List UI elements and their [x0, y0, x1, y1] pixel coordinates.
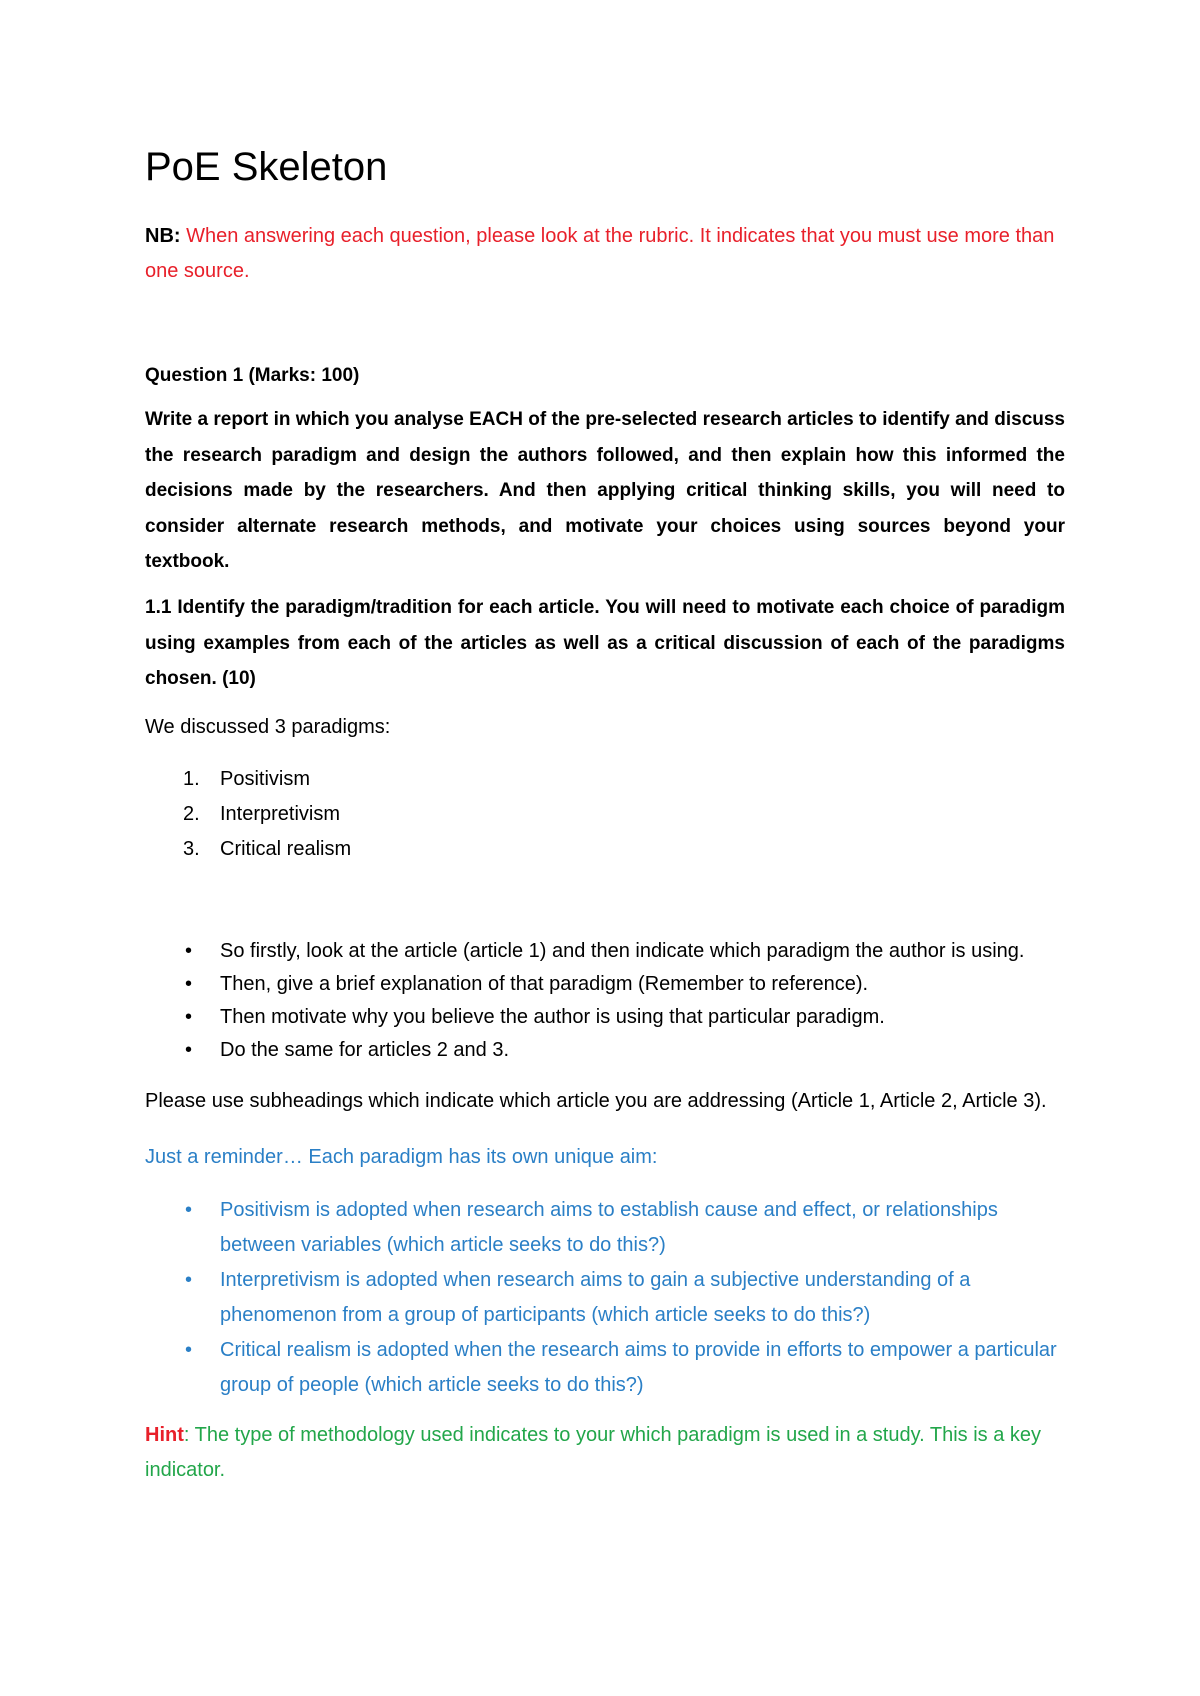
aims-list — [145, 1193, 1065, 1403]
list-number: 2. — [183, 803, 200, 825]
subheadings-note: Please use subheadings which indicate which article you are addressing (Article 1, Article 2, Article 3). — [145, 1090, 1047, 1112]
sub-question-1-1: 1.1 Identify the paradigm/tradition for each article. You will need to motivate each choice of paradigm using examples from each of the articles as well as a critical discussion of each of the paradigms chosen. (10) — [145, 597, 1065, 689]
bullet-icon: • — [185, 1006, 193, 1028]
aim-text: Positivism is adopted when research aims to establish cause and effect, or relationships between variables (which article seeks to do this?) — [220, 1199, 998, 1256]
paradigm-label: Interpretivism — [220, 803, 341, 825]
list-item — [145, 1034, 1065, 1067]
aim-text: Interpretivism is adopted when research aims to gain a subjective understanding of a phenomenon from a group of participants (which article seeks to do this?) — [220, 1269, 971, 1326]
step-text: Then motivate why you believe the author is using that particular paradigm. — [220, 1006, 885, 1028]
question-heading: Question 1 (Marks: 100) — [145, 365, 360, 386]
nb-text: When answering each question, please look at the rubric. It indicates that you must use more than one source. — [145, 225, 1055, 282]
list-item — [145, 1263, 1065, 1333]
nb-label: NB: — [145, 225, 181, 247]
reminder-text: Just a reminder… Each paradigm has its own unique aim: — [145, 1146, 658, 1168]
list-item — [145, 1001, 1065, 1034]
paradigm-label: Critical realism — [220, 838, 352, 860]
list-item — [145, 1333, 1065, 1403]
bullet-icon: • — [185, 1039, 193, 1061]
step-text: Do the same for articles 2 and 3. — [220, 1039, 510, 1061]
steps-list — [145, 935, 1065, 1067]
list-number: 1. — [183, 768, 200, 790]
bullet-icon: • — [185, 940, 193, 962]
paradigms-intro: We discussed 3 paradigms: — [145, 716, 391, 738]
list-item — [145, 935, 1065, 968]
list-item — [145, 968, 1065, 1001]
paradigm-label: Positivism — [220, 768, 311, 790]
list-item — [145, 1193, 1065, 1263]
bullet-icon: • — [185, 1269, 193, 1291]
bullet-icon: • — [185, 973, 193, 995]
question-body: Write a report in which you analyse EACH of the pre-selected research articles to identify and discuss the research paradigm and design the authors followed, and then explain how this informed the decisions made by the researchers. And then applying critical thinking skills, you will need to consider alternate research methods, and motivate your choices using sources beyond your textbook. — [145, 409, 1065, 572]
step-text: So firstly, look at the article (article 1) and then indicate which paradigm the author is using. — [220, 940, 1025, 962]
document-title: PoE Skeleton — [145, 145, 388, 189]
aim-text: Critical realism is adopted when the research aims to provide in efforts to empower a particular group of people (which article seeks to do this?) — [220, 1339, 1057, 1396]
bullet-icon: • — [185, 1199, 193, 1221]
list-number: 3. — [183, 838, 200, 860]
step-text: Then, give a brief explanation of that paradigm (Remember to reference). — [220, 973, 869, 995]
hint-label: Hint — [145, 1424, 184, 1446]
hint-note — [145, 1418, 1065, 1488]
nb-note — [145, 219, 1065, 289]
bullet-icon: • — [185, 1339, 193, 1361]
hint-text: : The type of methodology used indicates to your which paradigm is used in a study. This is a key indicator. — [145, 1424, 1042, 1481]
